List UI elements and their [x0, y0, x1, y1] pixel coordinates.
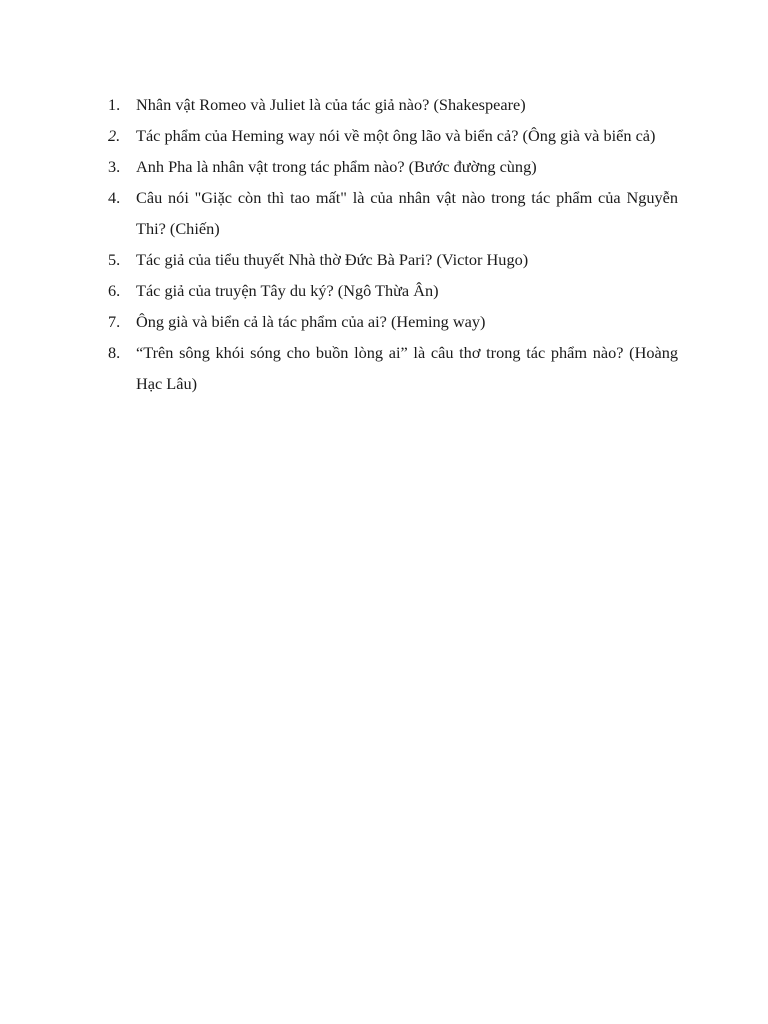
question-item-5	[108, 244, 678, 275]
question-number: 7.	[108, 312, 121, 331]
question-item-2	[108, 120, 678, 151]
question-number: 1.	[108, 95, 121, 114]
question-item-7	[108, 306, 678, 337]
question-item-8	[108, 337, 678, 399]
question-number: 3.	[108, 157, 121, 176]
question-item-6	[108, 275, 678, 306]
question-text: Câu nói "Giặc còn thì tao mất" là của nhân vật nào trong tác phẩm của Nguyễn Thi? (Chiến)	[136, 188, 678, 238]
question-list	[108, 89, 678, 399]
question-text: Tác phẩm của Heming way nói về một ông lão và biển cả? (Ông già và biển cả)	[136, 126, 656, 145]
question-item-4	[108, 182, 678, 244]
question-number: 5.	[108, 250, 121, 269]
question-text: Nhân vật Romeo và Juliet là của tác giả nào? (Shakespeare)	[136, 95, 526, 114]
question-text: Ông già và biển cả là tác phẩm của ai? (Heming way)	[136, 312, 486, 331]
question-text: Tác giả của truyện Tây du ký? (Ngô Thừa Ân)	[136, 281, 439, 300]
question-number: 2.	[108, 126, 121, 145]
question-number: 6.	[108, 281, 121, 300]
question-text: Anh Pha là nhân vật trong tác phẩm nào? (Bước đường cùng)	[136, 157, 537, 176]
question-item-3	[108, 151, 678, 182]
question-number: 4.	[108, 188, 121, 207]
question-text: Tác giả của tiểu thuyết Nhà thờ Đức Bà Pari? (Victor Hugo)	[136, 250, 529, 269]
question-item-1	[108, 89, 678, 120]
question-number: 8.	[108, 343, 121, 362]
question-text: “Trên sông khói sóng cho buồn lòng ai” là câu thơ trong tác phẩm nào? (Hoàng Hạc Lâu)	[136, 343, 678, 393]
